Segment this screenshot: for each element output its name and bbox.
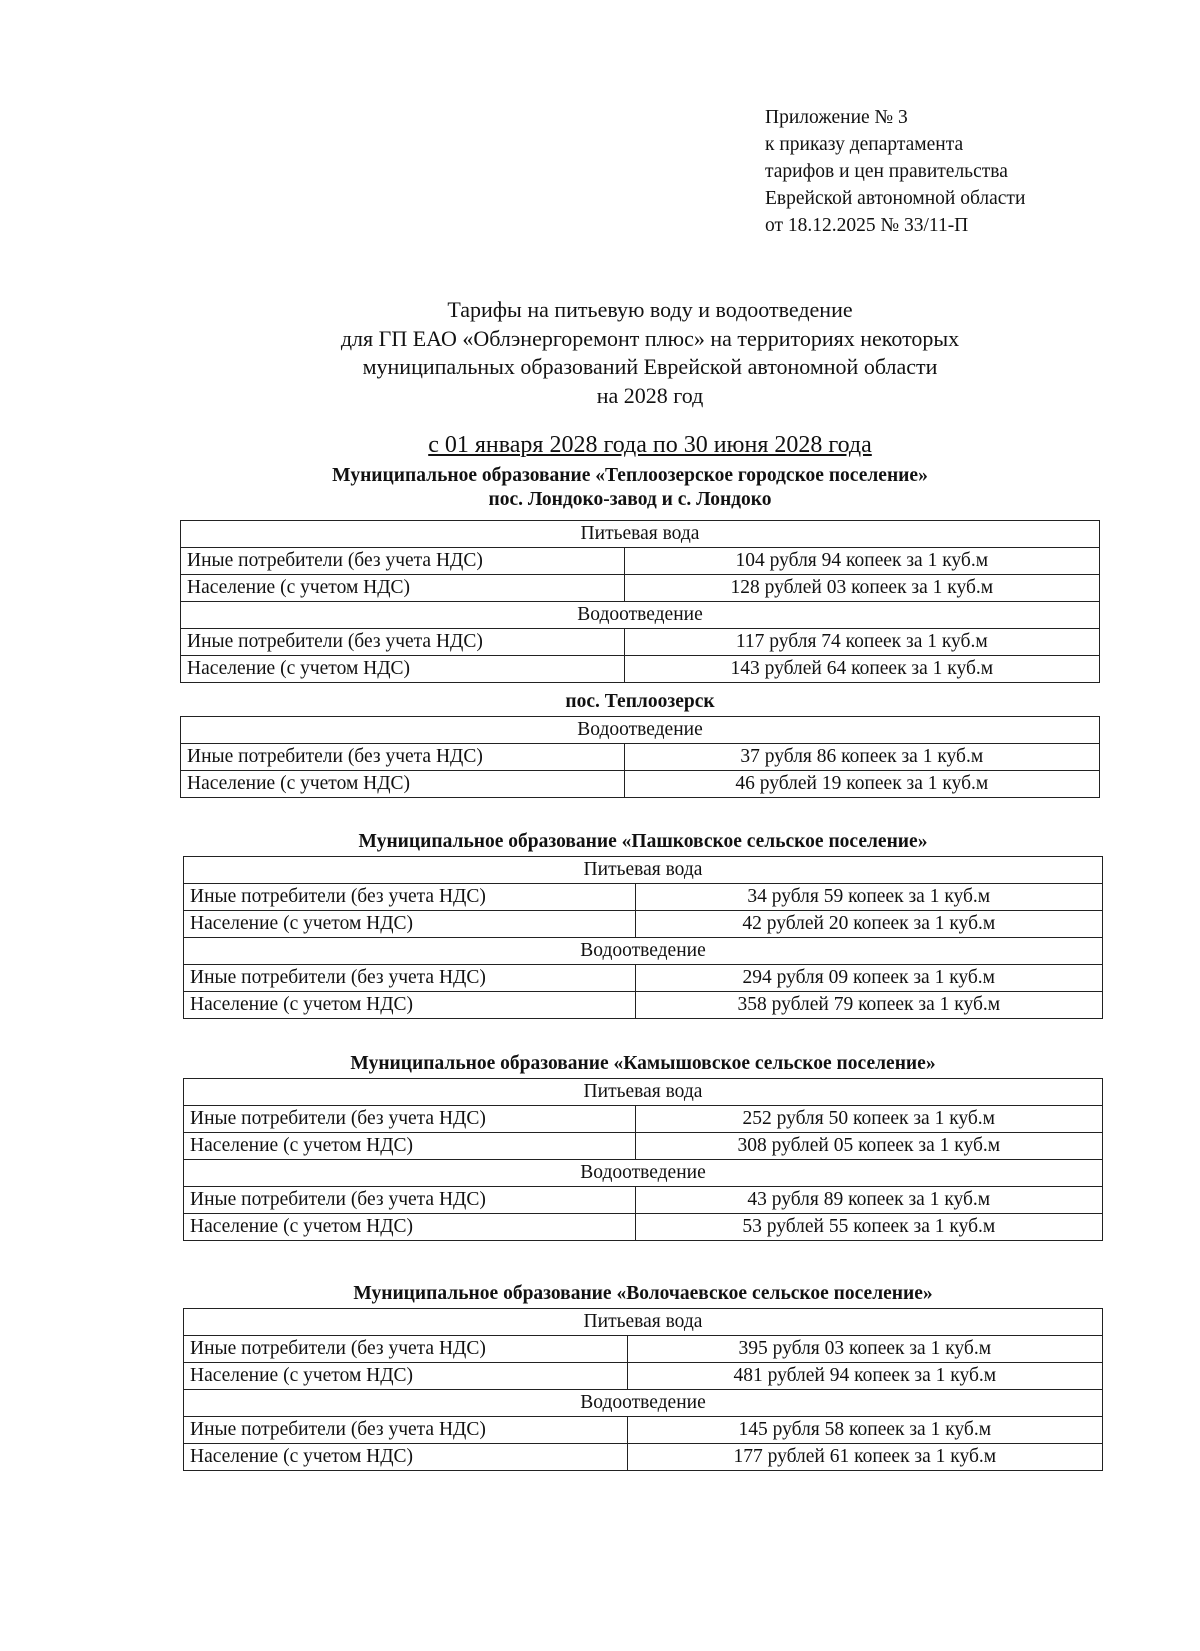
tariff-table (183, 856, 1103, 1019)
service-heading: Водоотведение (181, 717, 1100, 744)
tariff-value: 143 рублей 64 копеек за 1 куб.м (624, 656, 1099, 683)
consumer-label: Население (с учетом НДС) (184, 1444, 628, 1471)
service-heading: Водоотведение (181, 602, 1100, 629)
table-row (184, 965, 1103, 992)
settlement-name: пос. Лондоко-завод и с. Лондоко (488, 489, 772, 510)
consumer-label: Иные потребители (без учета НДС) (184, 884, 636, 911)
tariff-value: 481 рублей 94 копеек за 1 куб.м (627, 1363, 1102, 1390)
table-row (181, 521, 1100, 548)
tariff-value: 128 рублей 03 копеек за 1 куб.м (624, 575, 1099, 602)
table-row (184, 1106, 1103, 1133)
table-row (184, 884, 1103, 911)
table-row (184, 1160, 1103, 1187)
tariff-value: 46 рублей 19 копеек за 1 куб.м (624, 771, 1099, 798)
table-row (184, 911, 1103, 938)
service-heading: Водоотведение (184, 938, 1103, 965)
municipality-heading (180, 464, 1080, 512)
annex-line: тарифов и цен правительства (765, 161, 1008, 182)
service-heading: Питьевая вода (184, 1309, 1103, 1336)
table-row (184, 1079, 1103, 1106)
table-row (184, 1133, 1103, 1160)
table-row (181, 602, 1100, 629)
table-row (184, 1336, 1103, 1363)
municipality-name: Муниципальное образование «Камышовское сельское поселение» (350, 1053, 936, 1074)
service-heading: Питьевая вода (181, 521, 1100, 548)
consumer-label: Население (с учетом НДС) (181, 656, 625, 683)
tariff-value: 177 рублей 61 копеек за 1 куб.м (627, 1444, 1102, 1471)
table-row (181, 771, 1100, 798)
annex-line: Приложение № 3 (765, 107, 908, 128)
service-heading: Водоотведение (184, 1390, 1103, 1417)
service-heading: Водоотведение (184, 1160, 1103, 1187)
tariff-table (183, 1078, 1103, 1241)
consumer-label: Население (с учетом НДС) (181, 771, 625, 798)
consumer-label: Иные потребители (без учета НДС) (184, 1336, 628, 1363)
municipality-name: Муниципальное образование «Теплоозерское городское поселение» (332, 465, 928, 486)
title-line: для ГП ЕАО «Облэнергоремонт плюс» на территориях некоторых (340, 325, 960, 351)
table-row (181, 656, 1100, 683)
consumer-label: Иные потребители (без учета НДС) (181, 744, 625, 771)
tariff-value: 117 рубля 74 копеек за 1 куб.м (624, 629, 1099, 656)
tariff-value: 43 рубля 89 копеек за 1 куб.м (635, 1187, 1102, 1214)
tariff-table (180, 716, 1100, 798)
consumer-label: Иные потребители (без учета НДС) (184, 965, 636, 992)
table-row (181, 629, 1100, 656)
tariff-value: 294 рубля 09 копеек за 1 куб.м (635, 965, 1102, 992)
tariff-value: 34 рубля 59 копеек за 1 куб.м (635, 884, 1102, 911)
document-title (240, 296, 1060, 410)
title-line: Тарифы на питьевую воду и водоотведение (447, 297, 853, 322)
tariff-value: 37 рубля 86 копеек за 1 куб.м (624, 744, 1099, 771)
consumer-label: Иные потребители (без учета НДС) (181, 548, 625, 575)
tariff-value: 358 рублей 79 копеек за 1 куб.м (635, 992, 1102, 1019)
table-row (181, 744, 1100, 771)
consumer-label: Население (с учетом НДС) (184, 1133, 636, 1160)
annex-line: к приказу департамента (765, 134, 964, 155)
table-row (184, 1363, 1103, 1390)
service-heading: Питьевая вода (184, 1079, 1103, 1106)
table-row (181, 575, 1100, 602)
table-row (184, 1187, 1103, 1214)
tariff-value: 308 рублей 05 копеек за 1 куб.м (635, 1133, 1102, 1160)
tariff-table (180, 520, 1100, 683)
tariff-table (183, 1308, 1103, 1471)
consumer-label: Иные потребители (без учета НДС) (184, 1106, 636, 1133)
consumer-label: Население (с учетом НДС) (184, 1214, 636, 1241)
municipality-name: Муниципальное образование «Волочаевское сельское поселение» (353, 1283, 933, 1304)
title-line: на 2028 год (596, 382, 704, 408)
consumer-label: Иные потребители (без учета НДС) (184, 1417, 628, 1444)
consumer-label: Население (с учетом НДС) (184, 992, 636, 1019)
annex-line: от 18.12.2025 № 33/11-П (765, 215, 969, 236)
title-line: муниципальных образований Еврейской автономной области (362, 354, 938, 379)
consumer-label: Население (с учетом НДС) (181, 575, 625, 602)
table-row (184, 1444, 1103, 1471)
tariff-value: 395 рубля 03 копеек за 1 куб.м (627, 1336, 1102, 1363)
service-heading: Питьевая вода (184, 857, 1103, 884)
annex-header (765, 104, 1025, 239)
consumer-label: Население (с учетом НДС) (184, 1363, 628, 1390)
municipality-name: Муниципальное образование «Пашковское сельское поселение» (358, 831, 928, 852)
tariff-value: 53 рублей 55 копеек за 1 куб.м (635, 1214, 1102, 1241)
table-row (181, 548, 1100, 575)
settlement-name: пос. Теплоозерск (565, 691, 715, 712)
consumer-label: Иные потребители (без учета НДС) (181, 629, 625, 656)
table-row (184, 857, 1103, 884)
annex-line: Еврейской автономной области (765, 188, 1026, 209)
table-row (184, 1309, 1103, 1336)
consumer-label: Население (с учетом НДС) (184, 911, 636, 938)
tariff-value: 104 рубля 94 копеек за 1 куб.м (624, 548, 1099, 575)
table-row (184, 938, 1103, 965)
table-row (181, 717, 1100, 744)
table-row (184, 1214, 1103, 1241)
table-row (184, 1417, 1103, 1444)
tariff-value: 252 рубля 50 копеек за 1 куб.м (635, 1106, 1102, 1133)
tariff-value: 145 рубля 58 копеек за 1 куб.м (627, 1417, 1102, 1444)
period-heading: с 01 января 2028 года по 30 июня 2028 года (428, 432, 872, 458)
consumer-label: Иные потребители (без учета НДС) (184, 1187, 636, 1214)
table-row (184, 992, 1103, 1019)
tariff-value: 42 рублей 20 копеек за 1 куб.м (635, 911, 1102, 938)
table-row (184, 1390, 1103, 1417)
